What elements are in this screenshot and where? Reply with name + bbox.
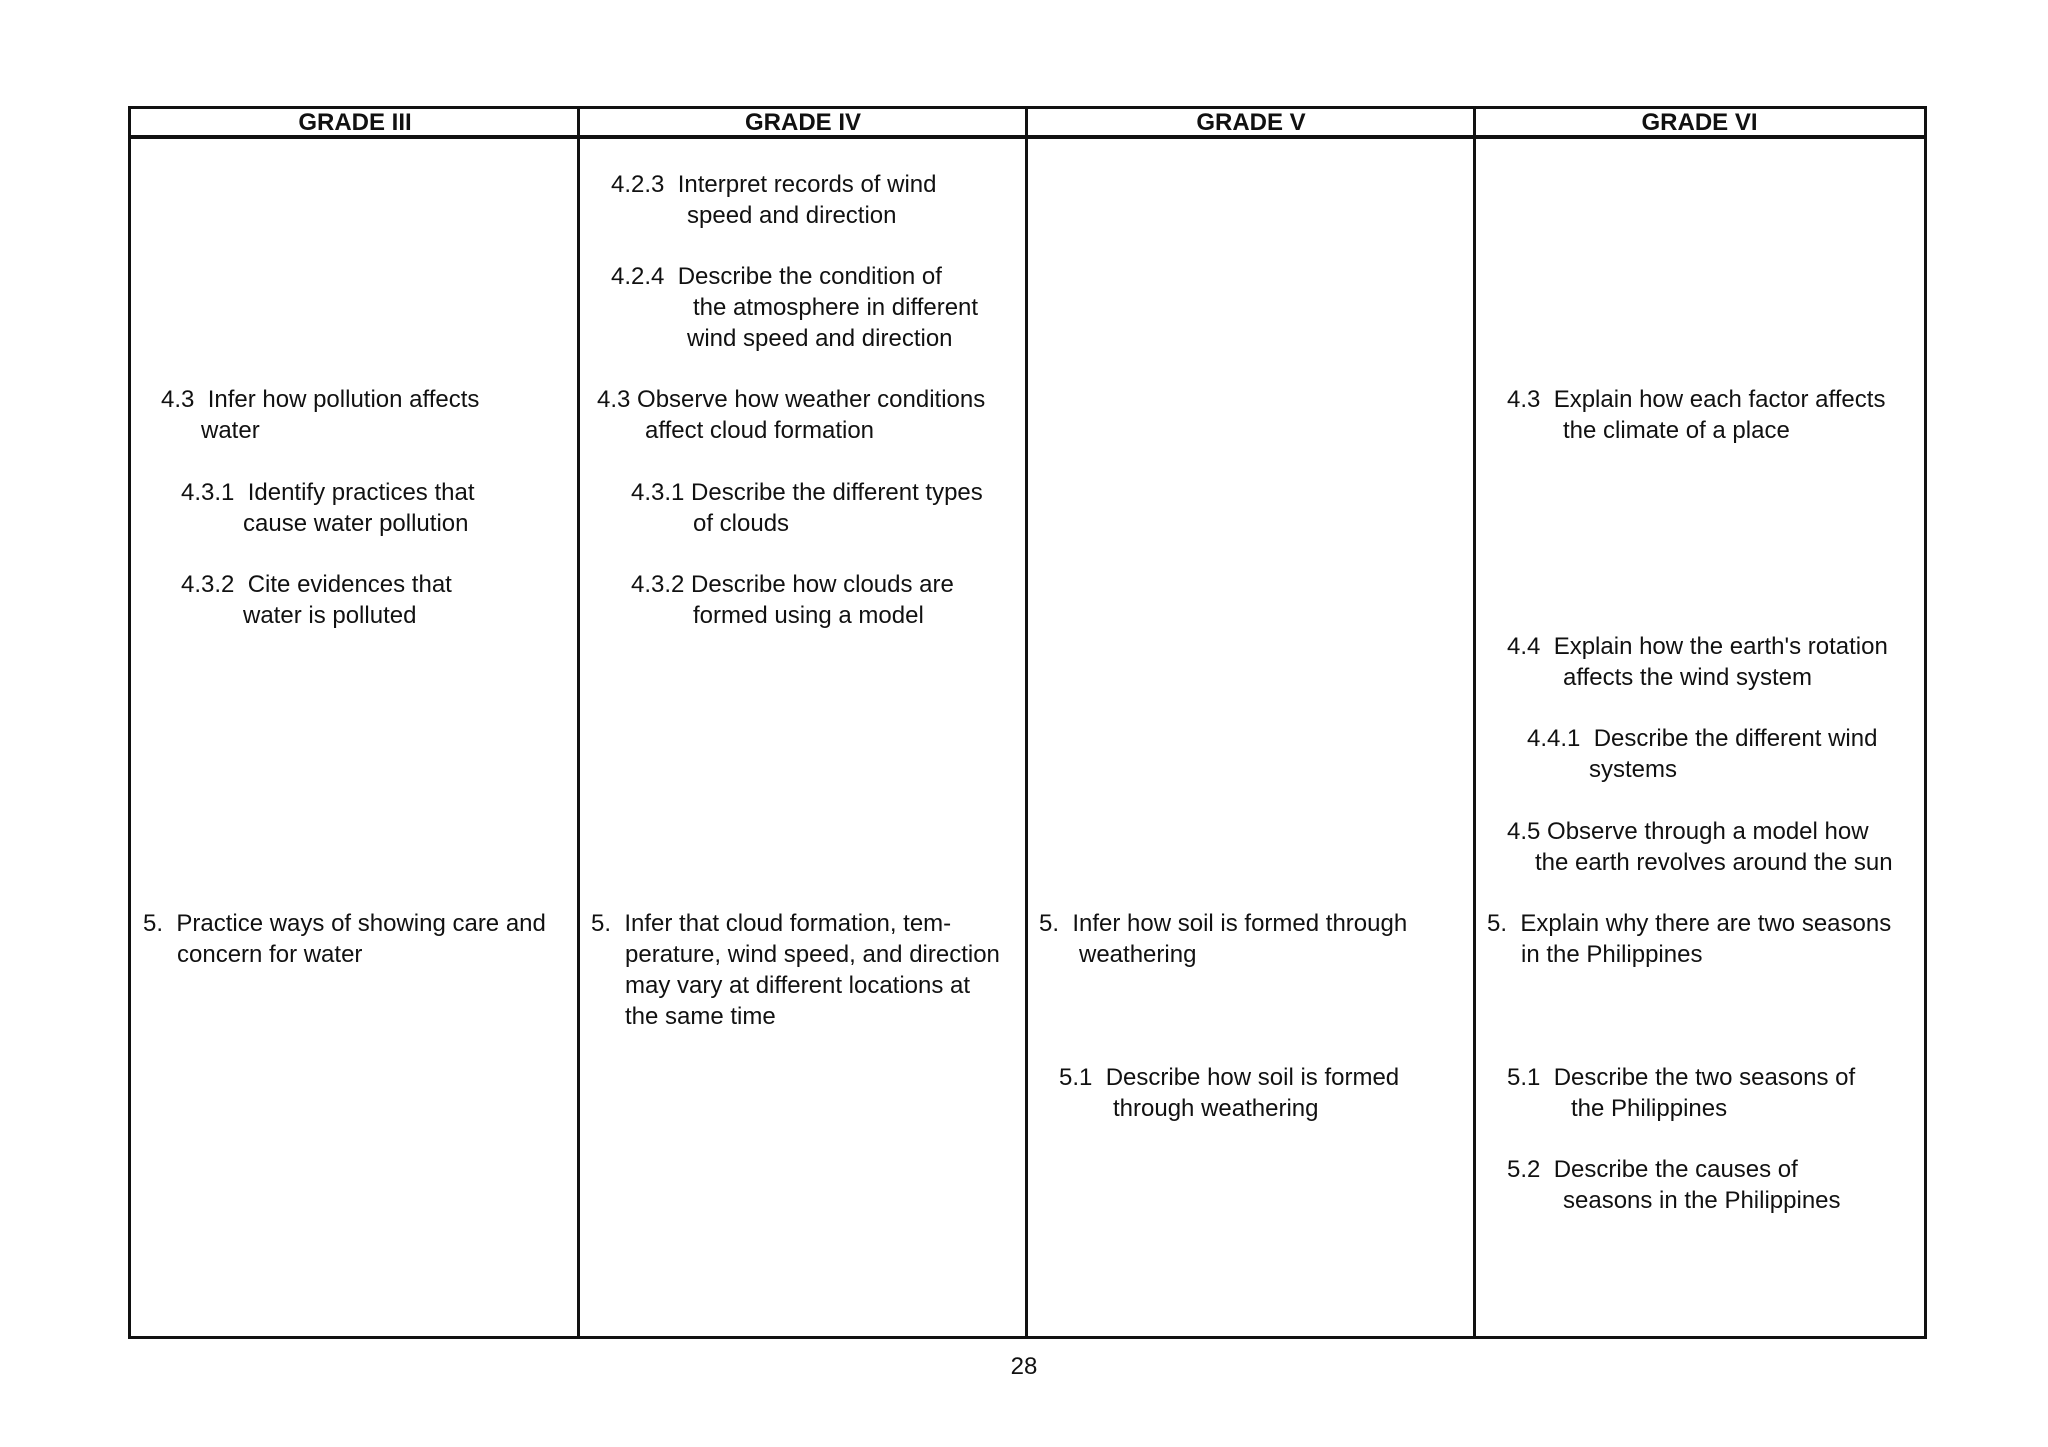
grade4-item-4-3-2: 4.3.2 Describe how clouds are <box>631 571 954 598</box>
grade6-item-5-1: 5.1 Describe the two seasons of <box>1507 1064 1856 1091</box>
page-number: 28 <box>1010 1353 1038 1380</box>
column-divider <box>577 109 580 1336</box>
grade4-item-4-2-4-cont2: wind speed and direction <box>687 325 953 352</box>
grade4-item-4-3-cont: affect cloud formation <box>645 417 875 444</box>
grade6-item-4-5-cont: the earth revolves around the sun <box>1535 849 1893 876</box>
grade6-item-4-3: 4.3 Explain how each factor affects <box>1507 386 1886 413</box>
grade4-item-5-cont3: the same time <box>625 1003 776 1030</box>
grade3-item-5: 5. Practice ways of showing care and <box>143 910 546 937</box>
grade5-item-5: 5. Infer how soil is formed through <box>1039 910 1408 937</box>
grade3-item-4-3: 4.3 Infer how pollution affects <box>161 386 480 413</box>
grade4-item-4-2-4-cont: the atmosphere in different <box>693 294 979 321</box>
grade6-item-4-4-1-cont: systems <box>1589 756 1678 783</box>
header-grade-iii: GRADE III <box>131 109 579 139</box>
grade6-item-4-5: 4.5 Observe through a model how <box>1507 818 1869 845</box>
grade6-item-5-cont: in the Philippines <box>1521 941 1703 968</box>
column-divider <box>1025 109 1028 1336</box>
curriculum-table <box>128 106 1927 1339</box>
header-grade-v: GRADE V <box>1027 109 1475 139</box>
grade4-item-4-3-2-cont: formed using a model <box>693 602 924 629</box>
grade3-item-4-3-2: 4.3.2 Cite evidences that <box>181 571 452 598</box>
header-grade-iv: GRADE IV <box>579 109 1027 139</box>
grade3-item-4-3-2-cont: water is polluted <box>243 602 417 629</box>
grade4-item-4-2-3: 4.2.3 Interpret records of wind <box>611 171 937 198</box>
grade5-item-5-1-cont: through weathering <box>1113 1095 1319 1122</box>
grade6-item-4-4-1: 4.4.1 Describe the different wind <box>1527 725 1878 752</box>
grade4-item-4-3-1: 4.3.1 Describe the different types <box>631 479 983 506</box>
grade6-item-4-4-cont: affects the wind system <box>1563 664 1812 691</box>
grade4-item-5-cont: perature, wind speed, and direction <box>625 941 1000 968</box>
grade4-item-4-3-1-cont: of clouds <box>693 510 790 537</box>
grade4-item-4-2-3-cont: speed and direction <box>687 202 897 229</box>
grade3-item-4-3-1: 4.3.1 Identify practices that <box>181 479 475 506</box>
grade6-item-5: 5. Explain why there are two seasons <box>1487 910 1892 937</box>
grade4-item-4-3: 4.3 Observe how weather conditions <box>597 386 986 413</box>
grade6-item-5-1-cont: the Philippines <box>1571 1095 1728 1122</box>
grade4-item-5-cont2: may vary at different locations at <box>625 972 971 999</box>
grade6-item-4-4: 4.4 Explain how the earth's rotation <box>1507 633 1888 660</box>
grade4-item-4-2-4: 4.2.4 Describe the condition of <box>611 263 942 290</box>
grade5-item-5-1: 5.1 Describe how soil is formed <box>1059 1064 1400 1091</box>
grade6-item-4-3-cont: the climate of a place <box>1563 417 1790 444</box>
grade5-item-5-cont: weathering <box>1079 941 1197 968</box>
grade3-item-5-cont: concern for water <box>177 941 363 968</box>
grade6-item-5-2-cont: seasons in the Philippines <box>1563 1187 1841 1214</box>
grade3-item-4-3-1-cont: cause water pollution <box>243 510 469 537</box>
grade3-item-4-3-cont: water <box>201 417 260 444</box>
header-grade-vi: GRADE VI <box>1475 109 1924 139</box>
grade4-item-5: 5. Infer that cloud formation, tem- <box>591 910 952 937</box>
grade6-item-5-2: 5.2 Describe the causes of <box>1507 1156 1798 1183</box>
column-divider <box>1473 109 1476 1336</box>
